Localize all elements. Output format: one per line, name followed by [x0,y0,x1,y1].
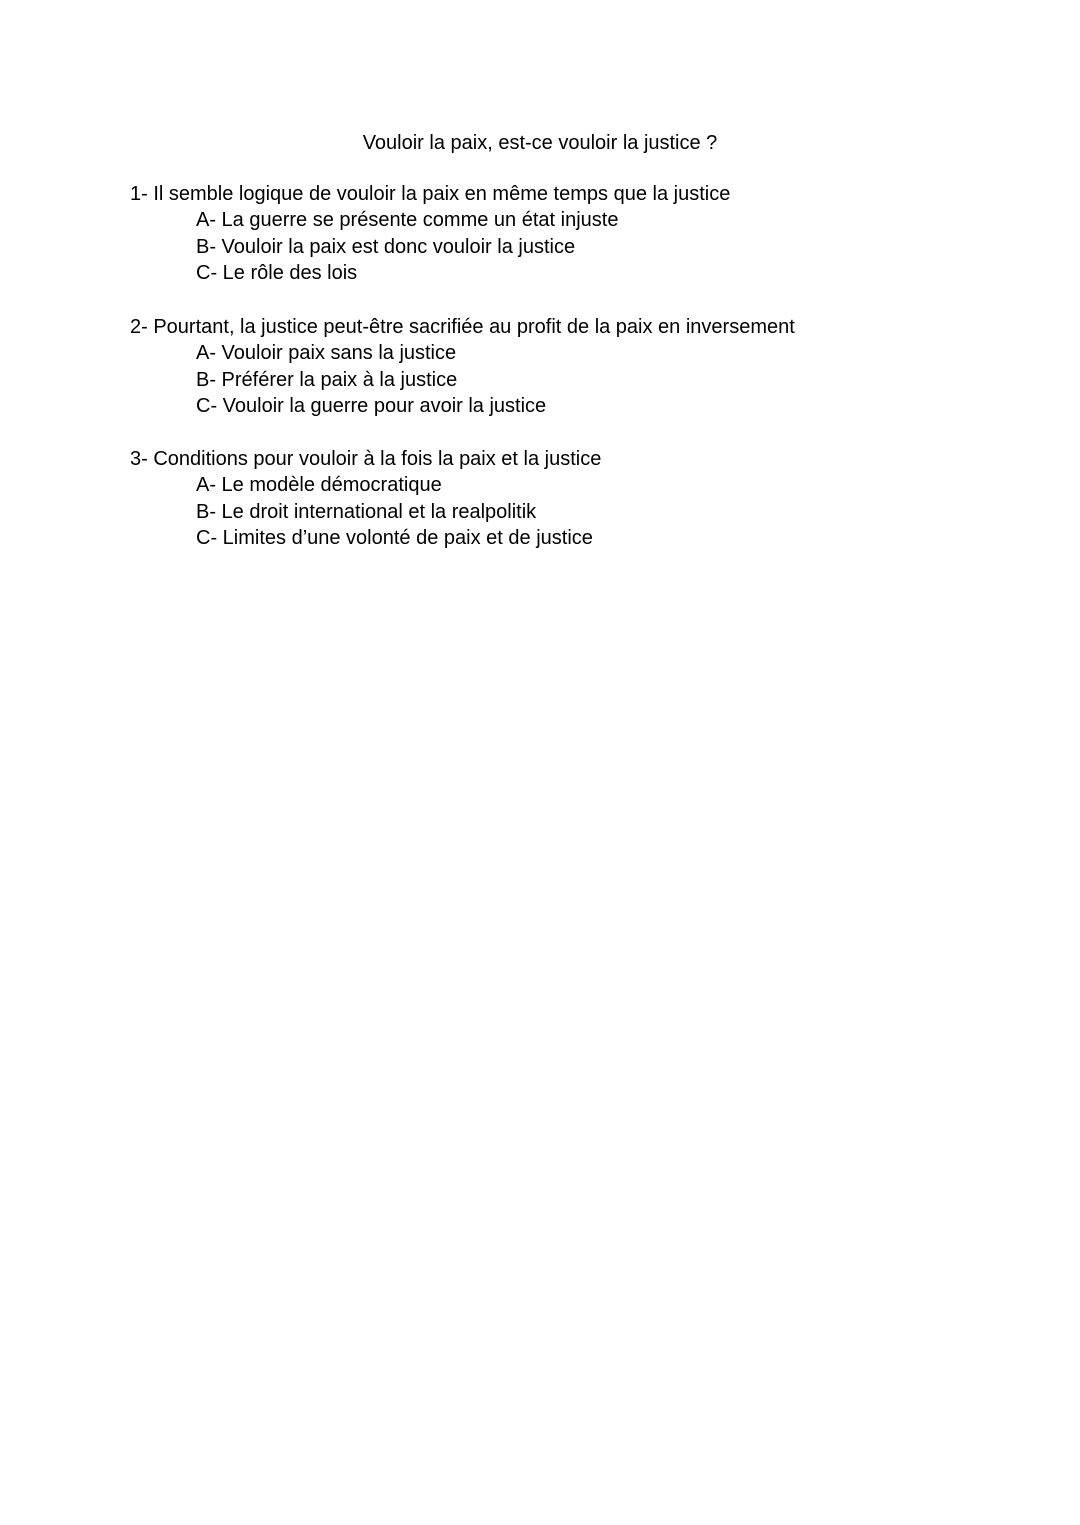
subitem-list [130,340,1030,420]
subitem-b: B- Vouloir la paix est donc vouloir la justice [196,235,576,258]
subitem-c: C- Vouloir la guerre pour avoir la justice [196,395,547,417]
outline-section-1 [130,181,1030,287]
document-title: Vouloir la paix, est-ce vouloir la justice ? [362,132,718,154]
subitem-list [130,472,1030,552]
subitem-c: C- Limites d’une volonté de paix et de justice [196,527,593,549]
section-heading: 2- Pourtant, la justice peut-être sacrifiée au profit de la paix en inversement [130,316,795,338]
subitem-a: A- Le modèle démocratique [196,474,442,496]
section-heading: 3- Conditions pour vouloir à la fois la paix et la justice [130,448,602,470]
subitem-b: B- Préférer la paix à la justice [196,368,458,391]
outline-section-2 [130,314,1030,420]
outline-section-3 [130,446,1030,552]
subitem-a: A- La guerre se présente comme un état injuste [196,209,619,231]
section-heading: 1- Il semble logique de vouloir la paix en même temps que la justice [130,183,731,205]
subitem-b: B- Le droit international et la realpolitik [196,500,537,523]
subitem-a: A- Vouloir paix sans la justice [196,342,457,364]
subitem-c: C- Le rôle des lois [196,262,358,284]
subitem-list [130,207,1030,287]
